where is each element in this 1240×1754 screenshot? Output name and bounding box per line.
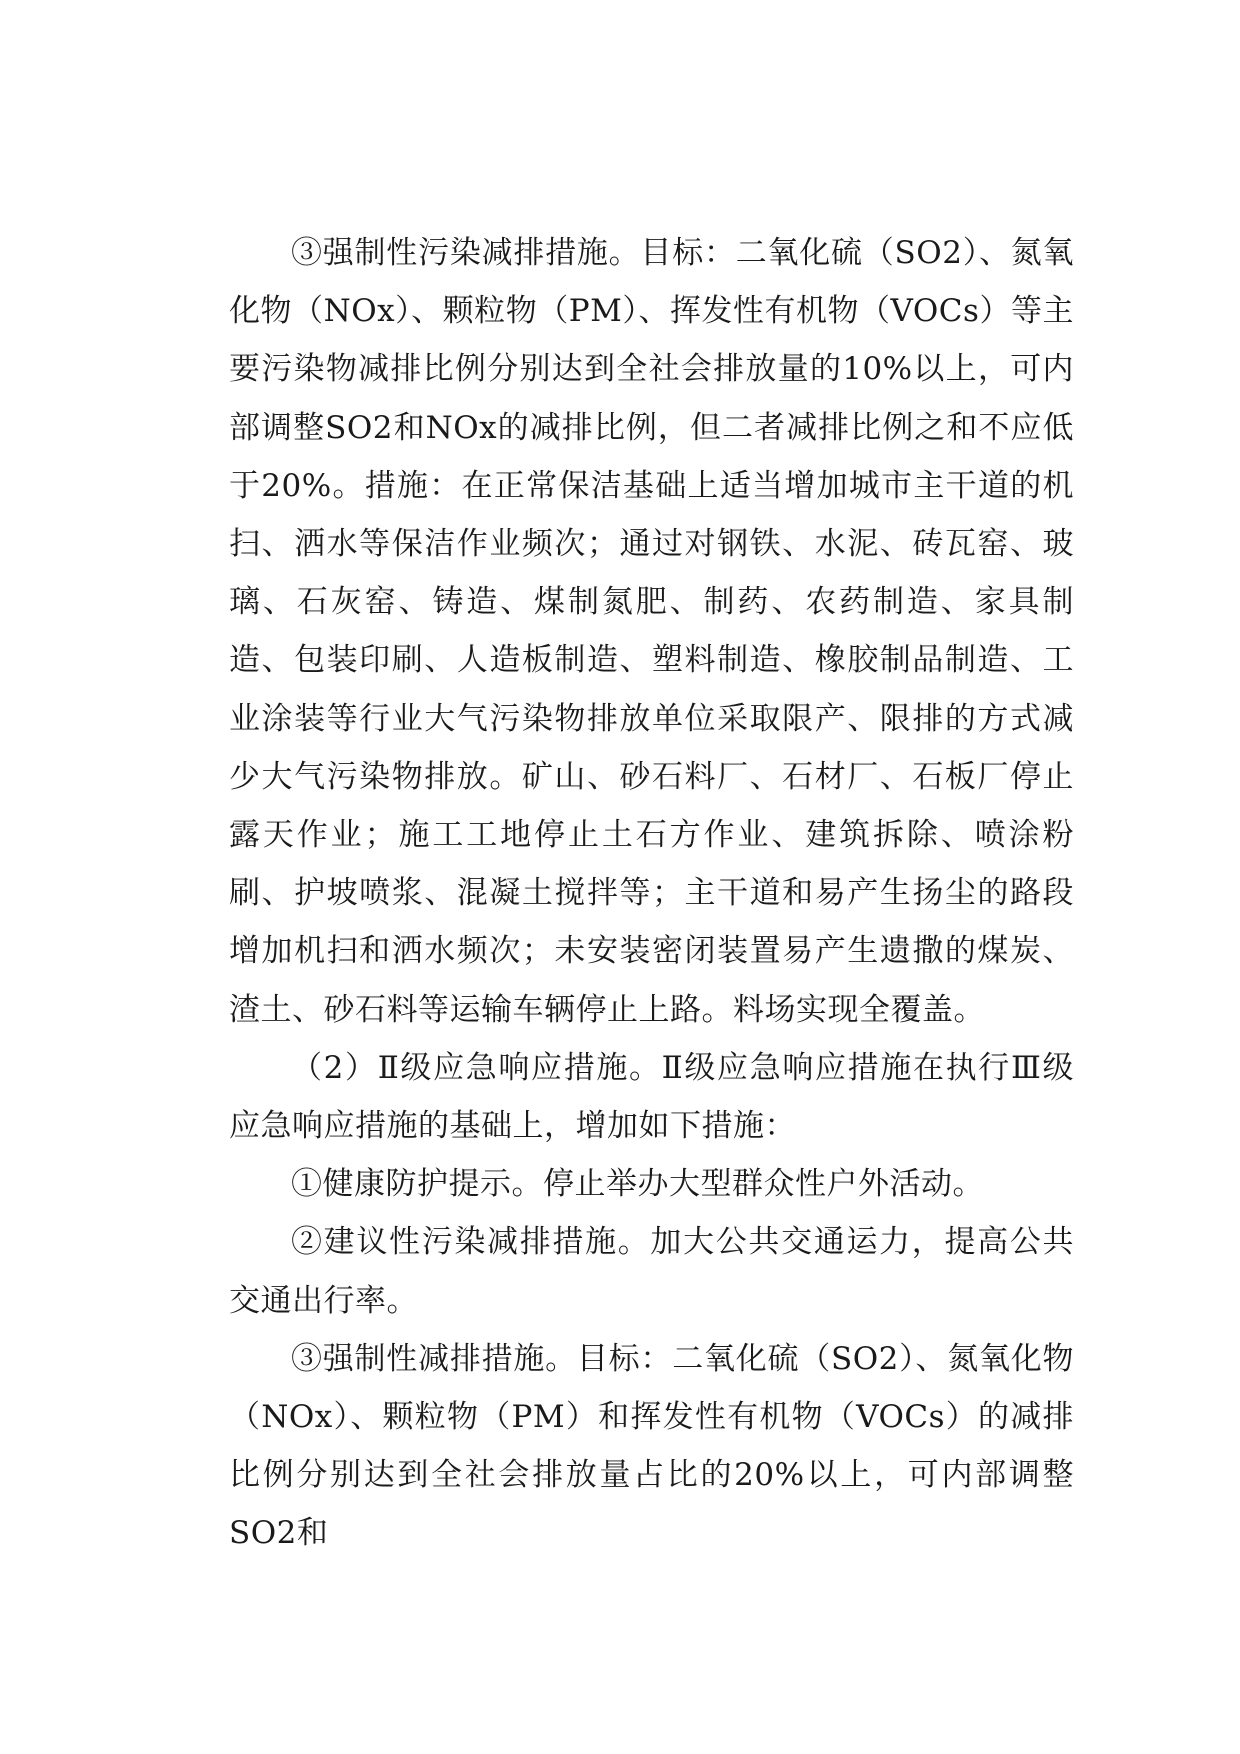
paragraph-health-protection: ①健康防护提示。停止举办大型群众性户外活动。 bbox=[291, 1166, 984, 1203]
paragraph-mandatory-reduction-level2: ③强制性减排措施。目标：二氧化硫（SO2）、氮氧化物（NOx）、颗粒物（PM）和挥发性有机物（VOCs）的减排比例分别达到全社会排放量占比的20%以上，可内部调整SO2和 bbox=[229, 1340, 1074, 1552]
paragraph-level2-response-heading: （2）Ⅱ级应急响应措施。Ⅱ级应急响应措施在执行Ⅲ级应急响应措施的基础上，增加如下措施： bbox=[229, 1049, 1074, 1145]
paragraph-suggested-reduction: ②建议性污染减排措施。加大公共交通运力，提高公共交通出行率。 bbox=[229, 1224, 1074, 1319]
document-body bbox=[229, 224, 1074, 1563]
paragraph-mandatory-reduction-level3: ③强制性污染减排措施。目标：二氧化硫（SO2）、氮氧化物（NOx）、颗粒物（PM）、挥发性有机物（VOCs）等主要污染物减排比例分别达到全社会排放量的10%以上，可内部调整SO2和NOx的减排比例，但二者减排比例之和不应低于20%。措施：在正常保洁基础上适当增加城市主干道的机扫、洒水等保洁作业频次；通过对钢铁、水泥、砖瓦窑、玻璃、石灰窑、铸造、煤制氮肥、制药、农药制造、家具制造、包装印刷、人造板制造、塑料制造、橡胶制品制造、工业涂装等行业大气污染物排放单位采取限产、限排的方式减少大气污染物排放。矿山、砂石料厂、石材厂、石板厂停止露天作业；施工工地停止土石方作业、建筑拆除、喷涂粉刷、护坡喷浆、混凝土搅拌等；主干道和易产生扬尘的路段增加机扫和洒水频次；未安装密闭装置易产生遗撒的煤炭、渣土、砂石料等运输车辆停止上路。料场实现全覆盖。 bbox=[229, 235, 1074, 1028]
